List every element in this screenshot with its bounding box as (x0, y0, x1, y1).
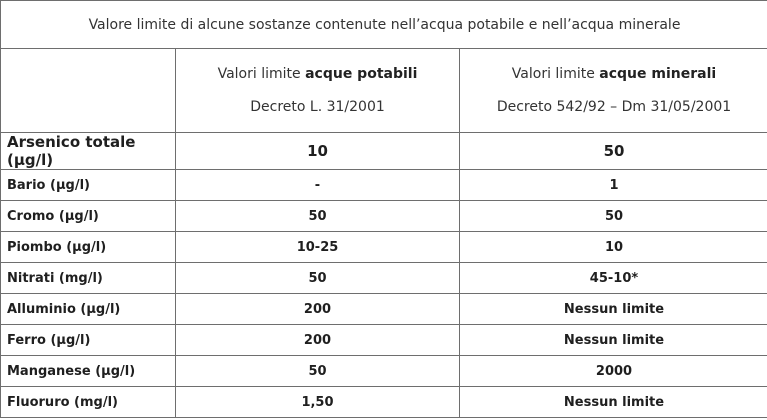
header-potabili-title (176, 58, 459, 91)
header-potabili-decree: Decreto L. 31/2001 (250, 98, 385, 115)
header-potabili-bold: acque potabili (305, 65, 418, 82)
substance-label: Manganese (µg/l) (1, 356, 176, 387)
potabili-value: 1,50 (176, 387, 460, 418)
substance-label: Alluminio (µg/l) (1, 294, 176, 325)
header-minerali-title (460, 58, 767, 91)
substance-label: Cromo (µg/l) (1, 201, 176, 232)
substance-label: Arsenico totale (µg/l) (1, 133, 176, 170)
table-row (1, 133, 767, 170)
substance-label: Bario (µg/l) (1, 170, 176, 201)
header-minerali-bold: acque minerali (599, 65, 717, 82)
substance-label: Fluoruro (mg/l) (1, 387, 176, 418)
table-row (1, 325, 767, 356)
substance-label: Nitrati (mg/l) (1, 263, 176, 294)
minerali-value: 50 (460, 133, 767, 170)
table-row (1, 201, 767, 232)
potabili-value: 200 (176, 325, 460, 356)
substance-label: Ferro (µg/l) (1, 325, 176, 356)
header-row (1, 49, 767, 133)
table-row (1, 356, 767, 387)
minerali-value: Nessun limite (460, 325, 767, 356)
minerali-value: Nessun limite (460, 294, 767, 325)
minerali-value: 50 (460, 201, 767, 232)
table-row (1, 232, 767, 263)
table-title: Valore limite di alcune sostanze contenute nell’acqua potabile e nell’acqua minerale (1, 1, 767, 49)
potabili-value: 10 (176, 133, 460, 170)
minerali-value: 2000 (460, 356, 767, 387)
potabili-value: - (176, 170, 460, 201)
table-row (1, 294, 767, 325)
substance-label: Piombo (µg/l) (1, 232, 176, 263)
table-row (1, 170, 767, 201)
minerali-value: 1 (460, 170, 767, 201)
header-minerali-decree: Decreto 542/92 – Dm 31/05/2001 (496, 98, 732, 115)
header-minerali-prefix: Valori limite (511, 65, 600, 82)
minerali-value: 10 (460, 232, 767, 263)
potabili-value: 50 (176, 356, 460, 387)
header-potabili (176, 49, 460, 133)
minerali-value: 45-10* (460, 263, 767, 294)
potabili-value: 50 (176, 201, 460, 232)
minerali-value: Nessun limite (460, 387, 767, 418)
potabili-value: 10-25 (176, 232, 460, 263)
header-potabili-prefix: Valori limite (217, 65, 306, 82)
potabili-value: 50 (176, 263, 460, 294)
table-row (1, 263, 767, 294)
header-empty-cell (1, 49, 176, 133)
title-row (1, 1, 767, 49)
header-minerali (460, 49, 767, 133)
table-row (1, 387, 767, 418)
potabili-value: 200 (176, 294, 460, 325)
